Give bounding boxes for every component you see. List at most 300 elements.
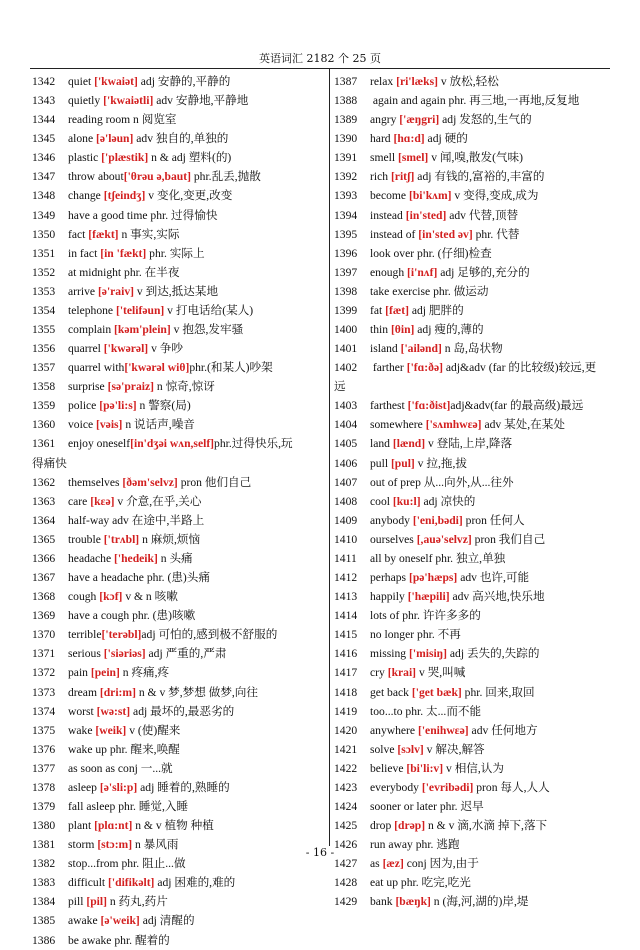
entry-phonetic: [vəis] [96,418,123,432]
entry-number: 1365 [32,532,56,546]
entry-word: have a cough [68,609,130,623]
entry-phonetic: [ku:l] [392,494,421,508]
column-divider [329,69,330,846]
entry-definition: adv 任何地方 [468,723,538,737]
vocab-entry [334,473,606,492]
entry-definition: adj 有钱的,富裕的,丰富的 [414,170,545,184]
entry-definition: adv 代替,顶替 [446,208,519,222]
entry-phonetic: ['θrəu ə,baut] [123,170,191,184]
vocab-entry [334,358,606,396]
entry-phonetic: [weik] [95,723,127,737]
page-number: - 16 - [305,846,335,859]
entry-number: 1343 [32,94,56,108]
entry-number: 1406 [334,456,358,470]
entry-word: land [370,437,393,451]
entry-definition: adv 某处,在某处 [481,418,565,432]
entry-word: solve [370,742,398,756]
entry-number: 1425 [334,819,358,833]
entry-word: be awake [68,933,112,947]
entry-number: 1411 [334,551,357,565]
entry-definition: phr.过得快乐,玩得痛快 [32,437,293,470]
vocab-entry [32,473,304,492]
vocab-entry [32,320,304,339]
entry-word: out of [370,475,398,489]
entry-number: 1412 [334,571,358,585]
entry-number: 1344 [32,113,56,127]
entry-number: 1413 [334,590,358,604]
entry-word: farthest [370,399,408,413]
entry-number: 1421 [334,742,358,756]
entry-phonetic: [stɔ:m] [97,838,133,852]
vocab-entry [334,740,606,759]
vocab-entry [32,644,304,663]
vocab-entry [334,339,606,358]
entry-number: 1351 [32,246,56,260]
entry-phonetic: [pein] [90,666,120,680]
entry-definition: adj 丢失的,失踪的 [447,647,540,661]
vocab-entry [32,778,304,797]
entry-phonetic: ['fɑ:ðə] [406,361,443,375]
entry-word: instead of [370,227,419,241]
entry-definition: adj 硬的 [424,132,468,146]
entry-word: stop...from [68,857,119,871]
entry-number: 1349 [32,208,56,222]
entry-number: 1361 [32,437,56,451]
entry-word: wake up [68,742,107,756]
entry-definition: v 放松,轻松 [437,75,499,88]
entry-word: anybody [370,513,413,527]
entry-phonetic: [fækt] [88,227,119,241]
entry-definition: v & n 咳嗽 [122,590,178,604]
entry-definition: v 闻,嗅,散发(气味) [428,151,523,165]
vocab-entry [32,206,304,225]
entry-number: 1403 [334,399,358,413]
entry-definition: n 头痛 [157,551,193,565]
entry-word: plant [68,819,95,833]
entry-definition: adj 严重的,严肃 [145,647,227,661]
entry-word: serious [68,647,104,661]
entry-definition: adj&adv (far 的比较级)较远,更远 [334,361,597,394]
entry-definition: v (使)醒来 [126,723,181,737]
entry-number: 1408 [334,494,358,508]
entry-word: awake [68,914,101,928]
entry-phonetic: ['fɑ:ðist] [407,399,451,413]
vocab-entry [32,606,304,625]
entry-number: 1416 [334,647,358,661]
entry-definition: adv 高兴地,快乐地 [449,590,545,604]
entry-definition: v 到达,抵达某地 [134,284,219,298]
entry-number: 1417 [334,666,358,680]
entry-phonetic: [fæt] [385,303,409,317]
entry-word: plastic [68,151,102,165]
entry-number: 1368 [32,590,56,604]
entry-definition: phr. 实际上 [146,246,205,260]
entry-phonetic: [drəp] [394,819,426,833]
entry-word: fat [370,303,386,317]
entry-number: 1348 [32,189,56,203]
entry-phonetic: [dri:m] [99,685,136,699]
entry-definition: n & v 植物 种植 [132,819,214,833]
entry-definition: phr. 醒来,唤醒 [106,742,180,756]
entry-number: 1405 [334,437,358,451]
entry-definition: v 介意,在乎,关心 [114,494,202,508]
vocab-entry [334,606,606,625]
entry-definition: adj&adv(far 的最高级)最远 [450,399,584,413]
entry-phonetic: [sɔlv] [397,742,424,756]
entry-phonetic: [ri'læks] [396,75,438,88]
entry-word: run away [370,838,413,852]
entry-word: take exercise [370,284,431,298]
entry-definition: phr. 不再 [414,628,461,642]
entry-word: somewhere [370,418,426,432]
entry-number: 1429 [334,895,358,909]
entry-word: police [68,399,100,413]
vocab-entry [32,702,304,721]
entry-definition: 再三地,一再地,反复地 [466,94,580,108]
entry-phonetic: [pil] [86,895,107,909]
entry-phonetic: [ə'ləun] [96,132,134,146]
entry-number: 1389 [334,113,358,127]
entry-definition: phr. 独立,单独 [432,551,506,565]
vocab-entry [32,587,304,606]
entry-phonetic: ['plæstik] [101,151,149,165]
entry-definition: phr. 吃完,吃光 [398,876,471,890]
vocab-entry [334,91,606,110]
entry-number: 1396 [334,246,358,260]
vocab-entry [334,683,606,702]
vocab-entry [32,873,304,892]
vocab-entry [334,110,606,129]
vocab-entry [32,511,304,530]
entry-word: enough [370,265,408,279]
entry-phonetic: [,auə'selvz] [416,532,472,546]
entry-number: 1355 [32,323,56,337]
entry-word: headache [68,551,115,565]
entry-definition: phr. 在半夜 [121,265,180,279]
entry-word: smell [370,151,399,165]
entry-number: 1428 [334,876,358,890]
vocab-entry [334,282,606,301]
vocab-entry [334,892,606,911]
entry-phonetic: [pul] [390,456,415,470]
entry-word: surprise [68,380,108,394]
entry-number: 1358 [32,380,56,394]
vocab-entry [334,492,606,511]
entry-phonetic: [krai] [387,666,417,680]
vocab-entry [334,702,606,721]
entry-definition: phr.(和某人)吵架 [189,361,273,375]
vocab-entry [32,282,304,301]
vocab-entry [334,225,606,244]
entry-word: instead [370,208,406,222]
vocab-entry [334,549,606,568]
entry-number: 1370 [32,628,56,642]
entry-definition: n 岛,岛状物 [441,342,503,356]
entry-phonetic: [in'sted əv] [418,227,473,241]
entry-definition: v 变化,变更,改变 [145,189,233,203]
entry-number: 1404 [334,418,358,432]
entry-number: 1390 [334,132,358,146]
entry-phonetic: ['siəriəs] [103,647,146,661]
entry-number: 1376 [32,742,56,756]
entry-phonetic: [in'sted] [405,208,447,222]
entry-number: 1369 [32,609,56,623]
entry-phonetic: [ə'raiv] [97,284,134,298]
entry-number: 1385 [32,914,56,928]
entry-definition: phr. 阻止...做 [118,857,186,871]
entry-number: 1414 [334,609,358,623]
vocab-entry [334,301,606,320]
vocab-entry [32,759,304,778]
entry-word: everybody [370,780,422,794]
entry-definition: phr. 代替 [472,227,520,241]
entry-number: 1407 [334,475,358,489]
entry-phonetic: [lænd] [392,437,426,451]
entry-word: quarrel [68,342,104,356]
entry-definition: phr. 醒着的 [111,933,170,947]
vocab-entry [32,339,304,358]
entry-word: quarrel with [68,361,125,375]
vocab-entry [334,129,606,148]
entry-number: 1366 [32,551,56,565]
entry-number: 1422 [334,761,358,775]
entry-word: missing [370,647,409,661]
entry-definition: pron 任何人 [462,513,525,527]
entry-number: 1346 [32,151,56,165]
entry-word: half-way [68,513,110,527]
vocab-entry [334,721,606,740]
entry-number: 1384 [32,895,56,909]
entry-phonetic: ['kwərəl wiθ] [124,361,190,375]
entry-number: 1387 [334,75,358,88]
entry-number: 1424 [334,799,358,813]
entry-phonetic: ['telifəun] [115,303,165,317]
entry-word: alone [68,132,97,146]
vocab-entry [32,911,304,930]
vocab-entry [334,663,606,682]
vocab-entry [334,568,606,587]
vocab-entry [32,892,304,911]
entry-definition: phr. 逃跑 [412,838,460,852]
entry-number: 1402 [334,361,358,375]
vocab-entry [334,320,606,339]
vocab-entry [334,206,606,225]
entry-word: arrive [68,284,98,298]
entry-definition: adj 困难的,难的 [154,876,236,890]
entry-definition: v 打电话给(某人) [164,303,254,317]
entry-definition: adj 最坏的,最恶劣的 [130,704,235,718]
entry-word: too...to [370,704,403,718]
entry-number: 1377 [32,761,56,775]
vocab-entry [334,816,606,835]
entry-number: 1363 [32,494,56,508]
entry-word: themselves [68,475,123,489]
entry-phonetic: [kəm'plein] [114,323,171,337]
entry-number: 1395 [334,227,358,241]
entry-number: 1427 [334,857,358,871]
entry-number: 1380 [32,819,56,833]
vocab-entry [32,129,304,148]
entry-definition: adj 安静的,平静的 [137,75,231,88]
vocab-entry [32,110,304,129]
entry-phonetic: [kɔf] [99,590,123,604]
entry-word: as soon as [68,761,116,775]
entry-definition: phr. 过得愉快 [147,208,218,222]
entry-word: eat up [370,876,399,890]
entry-phonetic: [ðəm'selvz] [122,475,178,489]
entry-definition: phr. 太...而不能 [402,704,482,718]
entry-definition: n 事实,实际 [118,227,180,241]
entry-word: drop [370,819,395,833]
vocab-entry [334,625,606,644]
vocab-entry [334,415,606,434]
vocab-entry [334,644,606,663]
entry-definition: adv 安静地,平静地 [153,94,249,108]
entry-phonetic: ['kwaiətli] [103,94,154,108]
entry-word: cry [370,666,388,680]
entry-phonetic: ['æŋgri] [399,113,440,127]
vocab-column-left [32,72,304,950]
entry-phonetic: [in 'fækt] [100,246,147,260]
entry-word: no longer [370,628,415,642]
entry-number: 1426 [334,838,358,852]
entry-word: care [68,494,91,508]
entry-number: 1353 [32,284,56,298]
entry-definition: n & v 梦,梦想 做梦,向往 [135,685,258,699]
entry-word: dream [68,685,100,699]
entry-phonetic: [pə'li:s] [99,399,137,413]
entry-phonetic: ['difikəlt] [108,876,155,890]
entry-number: 1372 [32,666,56,680]
entry-number: 1399 [334,303,358,317]
entry-definition: adj 瘦的,薄的 [414,323,484,337]
vocab-entry [334,873,606,892]
header-rule [30,68,610,69]
entry-word: have a good time [68,208,148,222]
entry-word: trouble [68,532,104,546]
entry-phonetic: ['evribədi] [421,780,474,794]
entry-number: 1382 [32,857,56,871]
entry-definition: v 拉,拖,拔 [414,456,467,470]
entry-definition: phr. 睡觉,入睡 [115,799,189,813]
entry-definition: adj 清醒的 [139,914,195,928]
entry-phonetic: [bæŋk] [395,895,431,909]
entry-phonetic: [in'dʒəi wʌn,self] [130,437,215,451]
entry-phonetic: [ə'weik] [100,914,140,928]
entry-number: 1379 [32,799,56,813]
entry-number: 1360 [32,418,56,432]
entry-word: voice [68,418,97,432]
entry-phonetic: ['enihwεə] [417,723,469,737]
vocab-entry [334,396,606,415]
entry-phonetic: ['misiŋ] [408,647,447,661]
entry-number: 1352 [32,265,56,279]
vocab-entry [32,492,304,511]
entry-definition: phr. 迟早 [436,799,484,813]
entry-word: change [68,189,104,203]
entry-word: get back [370,685,412,699]
entry-number: 1373 [32,685,56,699]
vocab-entry [334,148,606,167]
entry-word: at midnight [68,265,122,279]
entry-word: look over [370,246,415,260]
vocab-column-right [334,72,606,911]
entry-number: 1420 [334,723,358,737]
entry-word: pull [370,456,391,470]
vocab-entry [32,663,304,682]
entry-word: angry [370,113,400,127]
vocab-entry [32,358,304,377]
entry-number: 1354 [32,303,56,317]
entry-word: quiet [68,75,95,88]
entry-word: believe [370,761,407,775]
entry-word: wake [68,723,96,737]
entry-definition: pron 每人,人人 [473,780,550,794]
entry-number: 1374 [32,704,56,718]
entry-word: all by oneself [370,551,433,565]
entry-definition: v 抱怨,发牢骚 [170,323,244,337]
entry-definition: pron 他们自己 [177,475,252,489]
entry-definition: adv 独自的,单独的 [133,132,229,146]
entry-word: lots of [370,609,400,623]
entry-number: 1342 [32,75,56,88]
entry-word: farther [370,361,407,375]
entry-number: 1364 [32,513,56,527]
vocab-entry [32,72,304,91]
vocab-entry [32,225,304,244]
entry-phonetic: [bi'kʌm] [408,189,452,203]
vocab-entry [334,759,606,778]
entry-number: 1359 [32,399,56,413]
entry-word: have a headache [68,571,144,585]
vocab-entry [32,740,304,759]
entry-word: anywhere [370,723,418,737]
vocab-entry [334,778,606,797]
entry-definition: adj 发怒的,生气的 [439,113,532,127]
entry-word: hard [370,132,394,146]
entry-definition: phr. 许许多多的 [399,609,481,623]
vocab-entry [334,263,606,282]
entry-number: 1371 [32,647,56,661]
entry-phonetic: ['kwaiət] [94,75,138,88]
entry-definition: conj 一...就 [115,761,173,775]
entry-definition: phr. (患)头痛 [143,571,210,585]
entry-definition: adv 在途中,半路上 [109,513,205,527]
entry-word: enjoy oneself [68,437,131,451]
entry-number: 1415 [334,628,358,642]
vocab-entry [334,186,606,205]
entry-number: 1378 [32,780,56,794]
vocab-entry [32,186,304,205]
entry-definition: adj 凉快的 [420,494,476,508]
entry-number: 1357 [32,361,56,375]
entry-phonetic: ['hæpili] [407,590,450,604]
entry-phonetic: [i'nʌf] [407,265,438,279]
entry-definition: v 变得,变成,成为 [451,189,539,203]
entry-word: pain [68,666,91,680]
entry-phonetic: [wə:st] [96,704,131,718]
vocab-entry [334,434,606,453]
entry-word: ourselves [370,532,417,546]
entry-number: 1362 [32,475,56,489]
entry-word: cough [68,590,100,604]
entry-definition: n & v 滴,水滴 掉下,落下 [425,819,548,833]
entry-word: relax [370,75,397,88]
entry-word: storm [68,838,98,852]
vocab-entry [334,511,606,530]
entry-number: 1419 [334,704,358,718]
entry-definition: adj 肥胖的 [408,303,464,317]
